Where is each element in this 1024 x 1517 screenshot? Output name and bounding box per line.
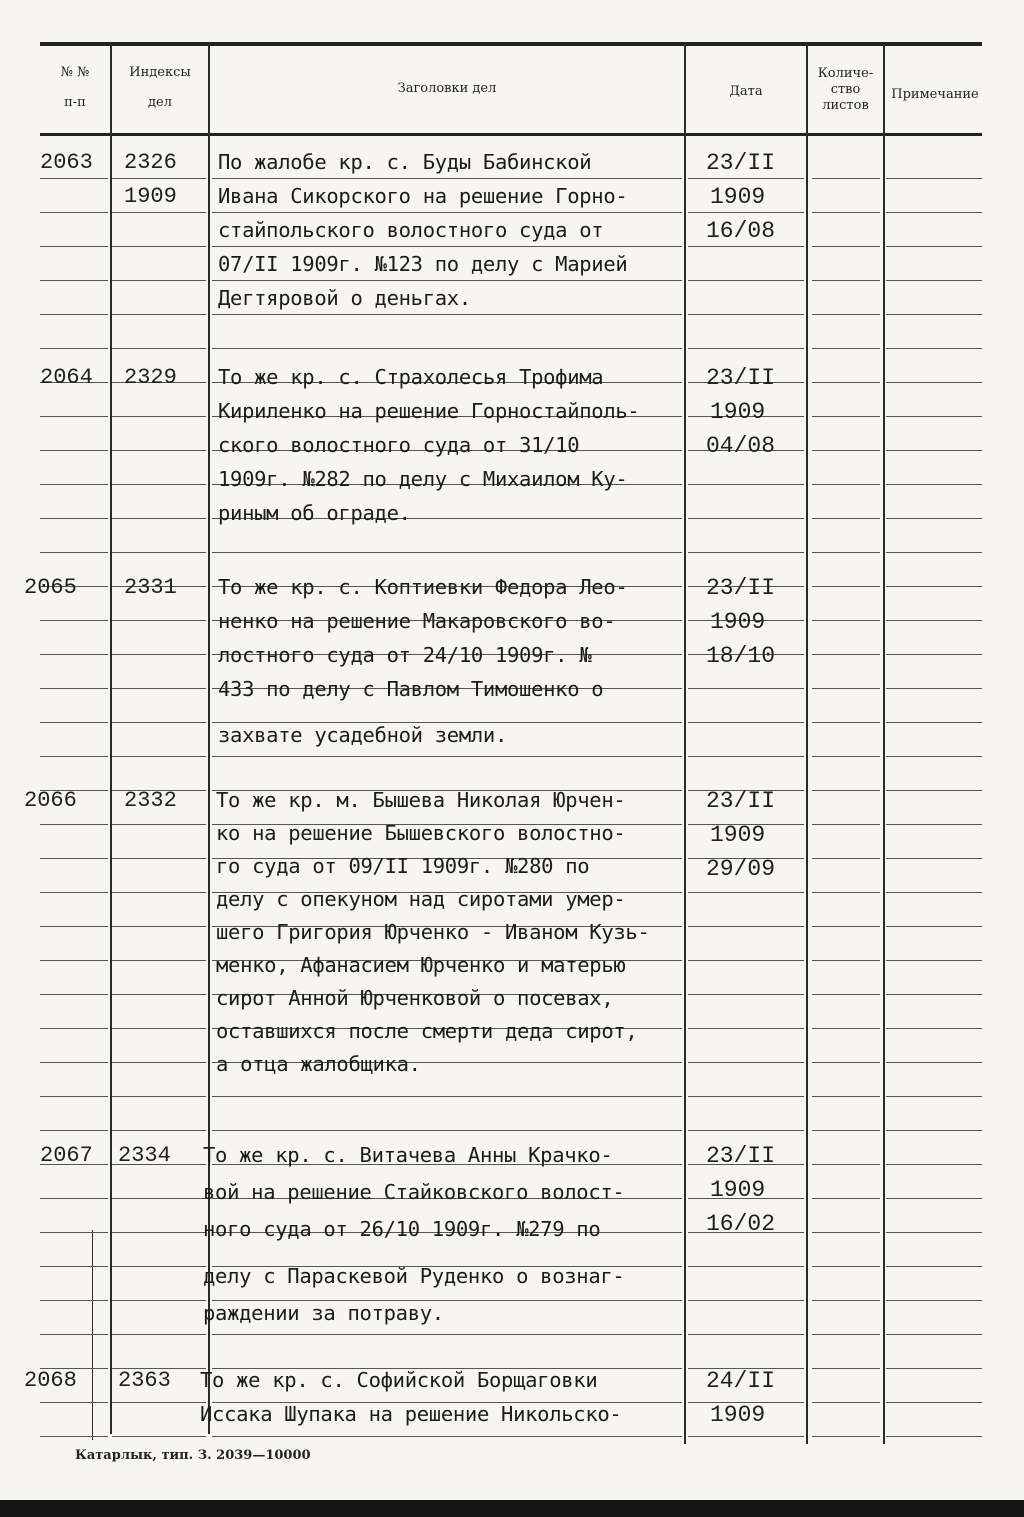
ruled-line xyxy=(886,1334,982,1335)
ruled-line xyxy=(40,484,108,485)
ruled-line xyxy=(40,1436,108,1437)
ruled-line xyxy=(812,620,880,621)
ruled-line xyxy=(688,280,804,281)
ruled-line xyxy=(112,926,206,927)
ruled-line xyxy=(40,1300,108,1301)
ruled-line xyxy=(886,1300,982,1301)
ruled-line xyxy=(40,1096,108,1097)
record-title-line: стайпольского волостного суда от xyxy=(218,218,604,242)
ruled-line xyxy=(40,314,108,315)
record-date: 23/II xyxy=(706,1143,776,1169)
ruled-line xyxy=(812,280,880,281)
ruled-line xyxy=(40,552,108,553)
header-sheets: Количе- ство листов xyxy=(817,66,874,113)
ruled-line xyxy=(886,1096,982,1097)
ruled-line xyxy=(212,1130,682,1131)
col-divider-5 xyxy=(883,44,885,1444)
ruled-line xyxy=(212,348,682,349)
ruled-line xyxy=(886,178,982,179)
ruled-line xyxy=(112,314,206,315)
ruled-line xyxy=(886,994,982,995)
ruled-line xyxy=(688,1436,804,1437)
ruled-line xyxy=(40,722,108,723)
ruled-line xyxy=(688,484,804,485)
ruled-line xyxy=(40,1062,108,1063)
ruled-line xyxy=(212,1334,682,1335)
record-title-line: То же кр. м. Бышева Николая Юрчен- xyxy=(216,788,626,812)
printer-imprint: Катарлык, тип. З. 2039—10000 xyxy=(75,1448,311,1463)
record-date: 23/II xyxy=(706,365,776,391)
ruled-line xyxy=(812,824,880,825)
ruled-line xyxy=(112,688,206,689)
record-date: 16/02 xyxy=(706,1211,776,1237)
ruled-line xyxy=(112,212,206,213)
ruled-line xyxy=(688,756,804,757)
record-title-line: шего Григория Юрченко - Иваном Кузь- xyxy=(216,920,650,944)
ruled-line xyxy=(688,518,804,519)
ruled-line xyxy=(112,416,206,417)
ruled-line xyxy=(886,756,982,757)
ruled-line xyxy=(40,450,108,451)
ruled-line xyxy=(812,892,880,893)
ruled-line xyxy=(886,382,982,383)
ruled-line xyxy=(112,1130,206,1131)
col-divider-1 xyxy=(110,44,112,1434)
record-date: 04/08 xyxy=(706,433,776,459)
header-note: Примечание xyxy=(891,87,979,102)
ruled-line xyxy=(112,620,206,621)
record-index: 2331 xyxy=(124,575,177,600)
ruled-line xyxy=(886,246,982,247)
record-title-line: оставшихся после смерти деда сирот, xyxy=(216,1019,638,1043)
ruled-line xyxy=(688,552,804,553)
ruled-line xyxy=(112,178,206,179)
ruled-line xyxy=(40,1334,108,1335)
record-title-line: То же кр. с. Витачева Анны Крачко- xyxy=(203,1143,613,1167)
ruled-line xyxy=(40,892,108,893)
ruled-line xyxy=(886,450,982,451)
ruled-line xyxy=(812,1402,880,1403)
header-number xyxy=(40,64,110,112)
ruled-line xyxy=(812,246,880,247)
ruled-line xyxy=(688,1266,804,1267)
ruled-line xyxy=(688,1334,804,1335)
ruled-line xyxy=(40,280,108,281)
ruled-line xyxy=(40,518,108,519)
ruled-line xyxy=(812,586,880,587)
record-title-line: То же кр. с. Софийской Борщаговки xyxy=(200,1368,598,1392)
record-title-line: То же кр. с. Страхолесья Трофима xyxy=(218,365,604,389)
col-divider-0 xyxy=(92,1230,93,1440)
record-date: 23/II xyxy=(706,788,776,814)
ruled-line xyxy=(688,1028,804,1029)
record-index: 2363 xyxy=(118,1368,171,1393)
ruled-line xyxy=(812,552,880,553)
ruled-line xyxy=(40,1130,108,1131)
ruled-line xyxy=(40,654,108,655)
ruled-line xyxy=(688,994,804,995)
ruled-line xyxy=(812,688,880,689)
ruled-line xyxy=(812,518,880,519)
record-index: 1909 xyxy=(124,184,177,209)
ruled-line xyxy=(688,960,804,961)
ruled-line xyxy=(886,1164,982,1165)
ruled-line xyxy=(812,926,880,927)
header-date: Дата xyxy=(729,84,763,99)
ruled-line xyxy=(688,688,804,689)
ruled-line xyxy=(688,1130,804,1131)
ruled-line xyxy=(812,1436,880,1437)
ruled-line xyxy=(886,1028,982,1029)
ruled-line xyxy=(812,858,880,859)
ruled-line xyxy=(886,1436,982,1437)
ruled-line xyxy=(812,348,880,349)
ruled-line xyxy=(812,994,880,995)
ruled-line xyxy=(112,1334,206,1335)
ruled-line xyxy=(40,688,108,689)
ruled-line xyxy=(886,518,982,519)
record-title-line: лостного суда от 24/10 1909г. № xyxy=(218,643,592,667)
ruled-line xyxy=(40,960,108,961)
record-date: 23/II xyxy=(706,150,776,176)
ruled-line xyxy=(886,416,982,417)
record-date: 1909 xyxy=(710,1402,766,1428)
top-rule xyxy=(40,42,982,46)
record-title-line: Кириленко на решение Горностайполь- xyxy=(218,399,640,423)
record-title-line: раждении за потраву. xyxy=(203,1301,444,1325)
record-index: 2329 xyxy=(124,365,177,390)
ruled-line xyxy=(40,246,108,247)
ruled-line xyxy=(112,246,206,247)
record-title-line: По жалобе кр. с. Буды Бабинской xyxy=(218,150,592,174)
ruled-line xyxy=(112,1300,206,1301)
ruled-line xyxy=(112,1096,206,1097)
ruled-line xyxy=(886,858,982,859)
ruled-line xyxy=(112,1266,206,1267)
ruled-line xyxy=(112,722,206,723)
header-index-bottom: дел xyxy=(148,95,172,110)
ruled-line xyxy=(886,552,982,553)
ruled-line xyxy=(812,484,880,485)
record-index: 2334 xyxy=(118,1143,171,1168)
ruled-line xyxy=(112,518,206,519)
ruled-line xyxy=(212,178,682,179)
ruled-line xyxy=(212,756,682,757)
record-title-line: менко, Афанасием Юрченко и матерью xyxy=(216,953,626,977)
ruled-line xyxy=(812,1232,880,1233)
ruled-line xyxy=(886,586,982,587)
ruled-line xyxy=(886,1130,982,1131)
ruled-line xyxy=(812,1198,880,1199)
ruled-line xyxy=(812,1130,880,1131)
record-title-line: ного суда от 26/10 1909г. №279 по xyxy=(203,1217,601,1241)
record-title-line: Иссака Шупака на решение Никольско- xyxy=(200,1402,622,1426)
record-title-line: вой на решение Стайковского волост- xyxy=(203,1180,625,1204)
record-number: 2066 xyxy=(24,788,77,813)
ruled-line xyxy=(40,926,108,927)
record-date: 1909 xyxy=(710,184,766,210)
ruled-line xyxy=(212,246,682,247)
ruled-line xyxy=(112,994,206,995)
record-index: 2332 xyxy=(124,788,177,813)
record-title-line: риным об ограде. xyxy=(218,501,411,525)
ruled-line xyxy=(688,178,804,179)
ruled-line xyxy=(112,1062,206,1063)
ruled-line xyxy=(112,1402,206,1403)
record-title-line: а отца жалобщика. xyxy=(216,1052,421,1076)
ruled-line xyxy=(112,1232,206,1233)
record-title-line: 1909г. №282 по делу с Михаилом Ку- xyxy=(218,467,628,491)
header-number-top: № № xyxy=(60,65,90,80)
ruled-line xyxy=(40,858,108,859)
ruled-line xyxy=(40,620,108,621)
ruled-line xyxy=(812,450,880,451)
ruled-line xyxy=(812,1334,880,1335)
ruled-line xyxy=(886,348,982,349)
ruled-line xyxy=(886,926,982,927)
ruled-line xyxy=(812,756,880,757)
ruled-line xyxy=(812,1028,880,1029)
ruled-line xyxy=(812,212,880,213)
record-title-line: захвате усадебной земли. xyxy=(218,723,508,747)
header-title: Заголовки дел xyxy=(397,81,497,96)
ruled-line xyxy=(40,824,108,825)
record-date: 1909 xyxy=(710,822,766,848)
record-title-line: делу с опекуном над сиротами умер- xyxy=(216,887,626,911)
record-date: 23/II xyxy=(706,575,776,601)
col-divider-4 xyxy=(806,44,808,1444)
record-title-line: То же кр. с. Коптиевки Федора Лео- xyxy=(218,575,628,599)
ruled-line xyxy=(688,1096,804,1097)
ruled-line xyxy=(40,416,108,417)
ruled-line xyxy=(886,1402,982,1403)
ruled-line xyxy=(112,280,206,281)
header-index-top: Индексы xyxy=(129,65,191,80)
record-title-line: ко на решение Бышевского волостно- xyxy=(216,821,626,845)
ruled-line xyxy=(812,314,880,315)
record-number: 2065 xyxy=(24,575,77,600)
ruled-line xyxy=(812,1062,880,1063)
ruled-line xyxy=(886,790,982,791)
ruled-line xyxy=(112,1028,206,1029)
ruled-line xyxy=(886,688,982,689)
record-date: 16/08 xyxy=(706,218,776,244)
ruled-line xyxy=(812,790,880,791)
ruled-line xyxy=(212,1096,682,1097)
ruled-line xyxy=(812,416,880,417)
ruled-line xyxy=(688,892,804,893)
record-title-line: Дегтяровой о деньгах. xyxy=(218,286,471,310)
ruled-line xyxy=(688,1300,804,1301)
ruled-line xyxy=(886,892,982,893)
scan-edge xyxy=(0,1500,1024,1517)
ruled-line xyxy=(40,756,108,757)
ruled-line xyxy=(40,994,108,995)
record-title-line: сирот Анной Юрченковой о посевах, xyxy=(216,986,614,1010)
ruled-line xyxy=(688,314,804,315)
ruled-line xyxy=(688,246,804,247)
ruled-line xyxy=(688,348,804,349)
record-title-line: Ивана Сикорского на решение Горно- xyxy=(218,184,628,208)
ruled-line xyxy=(112,824,206,825)
ruled-line xyxy=(812,382,880,383)
ruled-line xyxy=(812,960,880,961)
ruled-line xyxy=(40,348,108,349)
ruled-line xyxy=(886,654,982,655)
record-number: 2068 xyxy=(24,1368,77,1393)
ruled-line xyxy=(886,1062,982,1063)
ruled-line xyxy=(886,1198,982,1199)
record-index: 2326 xyxy=(124,150,177,175)
ruled-line xyxy=(688,722,804,723)
ruled-line xyxy=(212,1436,682,1437)
ruled-line xyxy=(688,926,804,927)
ruled-line xyxy=(688,212,804,213)
header-index xyxy=(112,64,208,112)
ruled-line xyxy=(812,1368,880,1369)
record-title-line: 433 по делу с Павлом Тимошенко о xyxy=(218,677,604,701)
ruled-line xyxy=(812,722,880,723)
record-number: 2064 xyxy=(40,365,93,390)
ruled-line xyxy=(112,858,206,859)
ruled-line xyxy=(40,212,108,213)
record-number: 2063 xyxy=(40,150,93,175)
ruled-line xyxy=(112,484,206,485)
ruled-line xyxy=(812,1096,880,1097)
ruled-line xyxy=(688,1062,804,1063)
record-title-line: ненко на решение Макаровского во- xyxy=(218,609,616,633)
ruled-line xyxy=(112,552,206,553)
ruled-line xyxy=(812,1164,880,1165)
ruled-line xyxy=(886,1232,982,1233)
ruled-line xyxy=(40,1028,108,1029)
record-title-line: 07/II 1909г. №123 по делу с Марией xyxy=(218,252,628,276)
ruled-line xyxy=(112,1198,206,1199)
ruled-line xyxy=(112,756,206,757)
ruled-line xyxy=(112,654,206,655)
record-title-line: делу с Параскевой Руденко о вознаг- xyxy=(203,1264,625,1288)
ruled-line xyxy=(112,348,206,349)
header-rule xyxy=(40,133,982,136)
ruled-line xyxy=(886,212,982,213)
ruled-line xyxy=(812,654,880,655)
ruled-line xyxy=(886,1266,982,1267)
ruled-line xyxy=(212,552,682,553)
header-number-bottom: п-п xyxy=(64,95,86,110)
ruled-line xyxy=(40,178,108,179)
ruled-line xyxy=(886,620,982,621)
ruled-line xyxy=(886,484,982,485)
record-number: 2067 xyxy=(40,1143,93,1168)
record-title-line: ского волостного суда от 31/10 xyxy=(218,433,580,457)
ruled-line xyxy=(886,1368,982,1369)
record-date: 1909 xyxy=(710,609,766,635)
record-date: 1909 xyxy=(710,1177,766,1203)
ruled-line xyxy=(40,1402,108,1403)
ruled-line xyxy=(886,280,982,281)
ruled-line xyxy=(812,1300,880,1301)
ruled-line xyxy=(40,1198,108,1199)
ruled-line xyxy=(812,1266,880,1267)
ruled-line xyxy=(112,450,206,451)
ruled-line xyxy=(886,314,982,315)
ruled-line xyxy=(886,960,982,961)
ruled-line xyxy=(886,722,982,723)
ruled-line xyxy=(40,1232,108,1233)
ruled-line xyxy=(886,824,982,825)
record-date: 24/II xyxy=(706,1368,776,1394)
ruled-line xyxy=(112,1436,206,1437)
ruled-line xyxy=(112,960,206,961)
record-date: 29/09 xyxy=(706,856,776,882)
ruled-line xyxy=(812,178,880,179)
col-divider-3 xyxy=(684,44,686,1444)
record-date: 18/10 xyxy=(706,643,776,669)
record-title-line: го суда от 09/II 1909г. №280 по xyxy=(216,854,590,878)
ruled-line xyxy=(212,212,682,213)
ruled-line xyxy=(212,314,682,315)
record-date: 1909 xyxy=(710,399,766,425)
ruled-line xyxy=(40,1266,108,1267)
ruled-line xyxy=(212,280,682,281)
ruled-line xyxy=(112,892,206,893)
